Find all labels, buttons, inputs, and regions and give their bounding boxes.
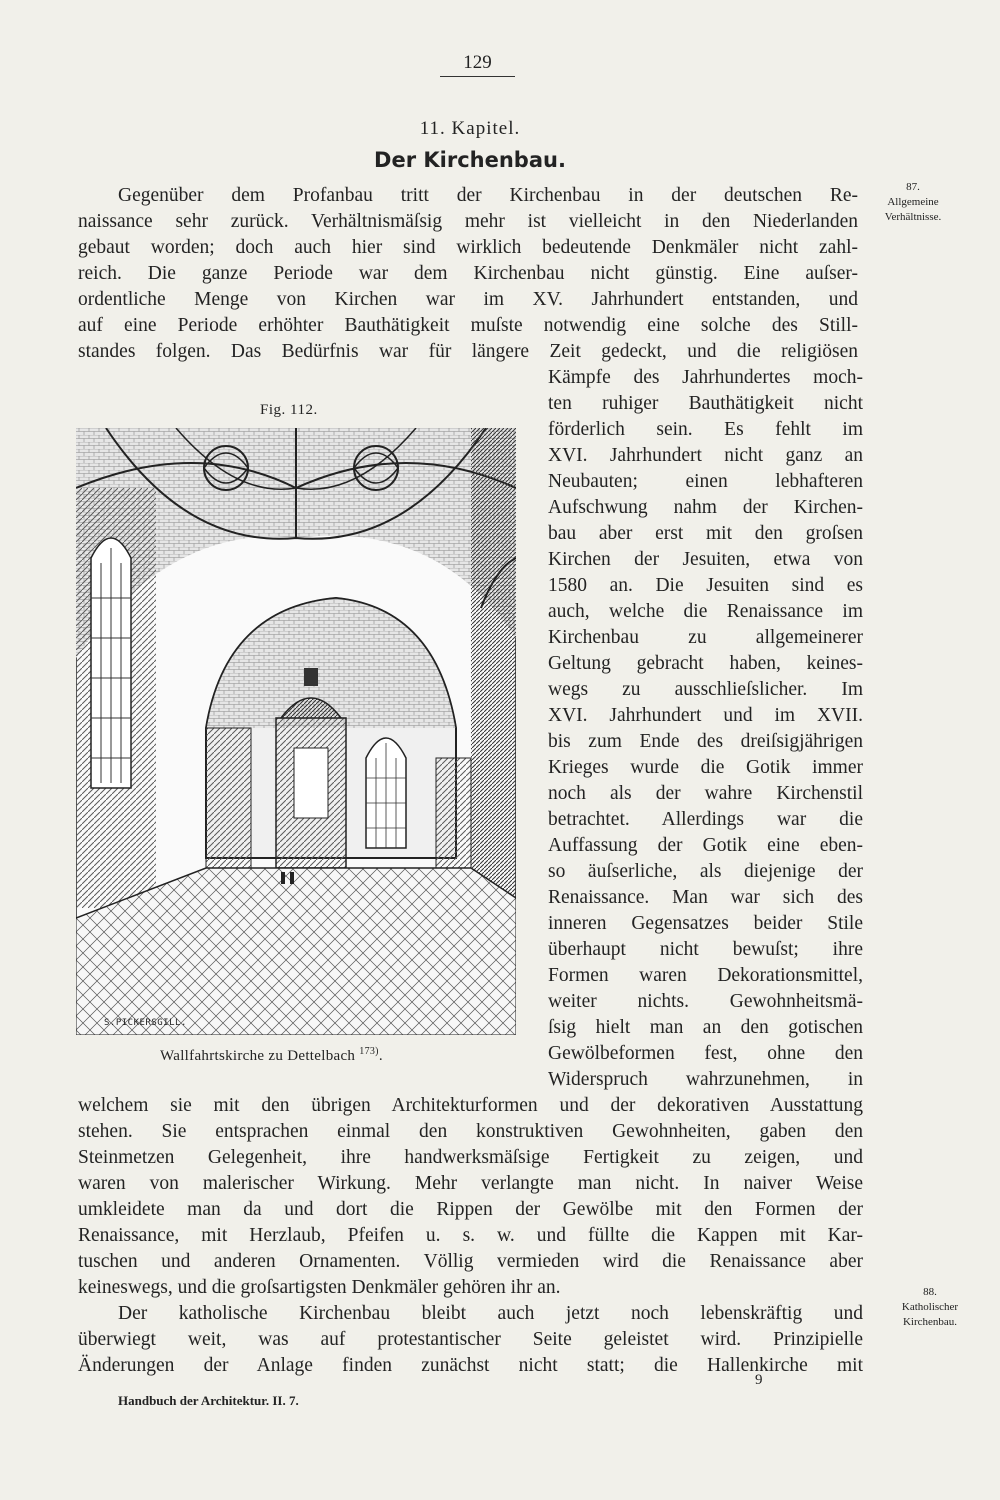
body-line: noch als der wahre Kirchenstil [548, 783, 863, 804]
margin-note-line: Allgemeine [887, 196, 939, 208]
body-line: waren von malerischer Wirkung. Mehr verlangte man nicht. In naiver Weise [78, 1173, 863, 1194]
body-line: ſsig hielt man an den gotischen [548, 1017, 863, 1038]
body-line: keineswegs, und die groſsartigsten Denkmäler gehören ihr an. [78, 1277, 561, 1298]
body-line: Änderungen der Anlage finden zunächst nicht statt; die Hallenkirche mit [78, 1355, 863, 1376]
body-line: tuschen und anderen Ornamenten. Völlig vermieden wird die Renaissance aber [78, 1251, 863, 1272]
body-line: ordentliche Menge von Kirchen war im XV. Jahrhundert entstanden, und [78, 289, 858, 310]
body-line: Gewölbeformen fest, ohne den [548, 1043, 863, 1064]
body-line: Renaissance, mit Herzlaub, Pfeifen u. s. w. und füllte die Kappen mit Kar- [78, 1225, 863, 1246]
margin-note-number: 88. [923, 1286, 937, 1298]
margin-note-line: Katholischer [901, 1301, 959, 1313]
page-number: 129 [440, 52, 515, 77]
body-line: Renaissance. Man war sich des [548, 887, 863, 908]
body-line: Kirchenbau zu allgemeinerer [548, 627, 863, 648]
body-line: umkleidete man da und dort die Rippen der Gewölbe mit den Formen der [78, 1199, 863, 1220]
body-line: weiter nichts. Gewohnheitsmä- [548, 991, 863, 1012]
body-line: 1580 an. Die Jesuiten sind es [548, 575, 863, 596]
body-line: Neubauten; einen lebhafteren [548, 471, 863, 492]
body-line: Auffassung der Gotik eine eben- [548, 835, 863, 856]
margin-note-87 [863, 180, 963, 225]
page-title: Der Kirchenbau. [374, 148, 566, 172]
body-line: Formen waren Dekorationsmittel, [548, 965, 863, 986]
body-line: XVI. Jahrhundert und im XVII. [548, 705, 863, 726]
margin-note-line: Kirchenbau. [902, 1316, 958, 1328]
body-line: überhaupt nicht bewuſst; ihre [548, 939, 863, 960]
body-line: Der katholische Kirchenbau bleibt auch jetzt noch lebenskräftig und [118, 1303, 863, 1324]
body-line: standes folgen. Das Bedürfnis war für längere Zeit gedeckt, und die religiösen [78, 341, 858, 362]
figure-caption-text: Wallfahrtskirche zu Dettelbach [160, 1048, 356, 1064]
body-line: stehen. Sie entsprachen einmal den konstruktiven Gewohnheiten, gaben den [78, 1121, 863, 1142]
body-line: Steinmetzen Gelegenheit, ihre handwerksmäſsige Fertigkeit zu zeigen, und [78, 1147, 863, 1168]
figure-label: Fig. 112. [260, 402, 318, 418]
body-line: bis zum Ende des dreiſsigjährigen [548, 731, 863, 752]
body-line: reich. Die ganze Periode war dem Kirchenbau nicht günstig. Eine auſser- [78, 263, 858, 284]
church-interior-illustration [76, 428, 516, 1035]
body-line: inneren Gegensatzes beider Stile [548, 913, 863, 934]
body-line: überwiegt weit, was auf protestantischer Seite geleistet wird. Prinzipielle [78, 1329, 863, 1350]
body-line: XVI. Jahrhundert nicht ganz an [548, 445, 863, 466]
chapter-heading: 11. Kapitel. [419, 118, 521, 139]
body-line: gebaut worden; doch auch hier sind wirklich bedeutende Denkmäler nicht zahl- [78, 237, 858, 258]
margin-note-88 [880, 1285, 980, 1330]
body-line: bau aber erst mit den groſsen [548, 523, 863, 544]
body-line: förderlich sein. Es fehlt im [548, 419, 863, 440]
body-line: betrachtet. Allerdings war die [548, 809, 863, 830]
body-line: Aufschwung nahm der Kirchen- [548, 497, 863, 518]
body-line: welchem sie mit den übrigen Architekturformen und der dekorativen Ausstattung [78, 1095, 863, 1116]
body-line: so äuſserliche, als diejenige der [548, 861, 863, 882]
body-line: auch, welche die Renaissance im [548, 601, 863, 622]
margin-note-line: Verhältnisse. [884, 211, 942, 223]
body-line: naissance sehr zurück. Verhältnismäſsig mehr ist vielleicht in den Niederlanden [78, 211, 858, 232]
body-line: wegs zu ausschlieſslicher. Im [548, 679, 863, 700]
body-line: Geltung gebracht haben, keines- [548, 653, 863, 674]
body-line: Widerspruch wahrzunehmen, in [548, 1069, 863, 1090]
figure-caption [160, 1046, 460, 1065]
body-line: Kämpfe des Jahrhundertes moch- [548, 367, 863, 388]
body-line: Kirchen der Jesuiten, etwa von [548, 549, 863, 570]
body-line: Krieges wurde die Gotik immer [548, 757, 863, 778]
margin-note-number: 87. [906, 181, 920, 193]
body-line: Gegenüber dem Profanbau tritt der Kirchenbau in der deutschen Re- [118, 185, 858, 206]
caption-end: . [378, 1048, 383, 1064]
body-line: auf eine Periode erhöhter Bauthätigkeit muſste notwendig eine solche des Still- [78, 315, 858, 336]
footnote-reference: 173) [359, 1046, 379, 1057]
signature-mark: 9 [755, 1372, 763, 1388]
artist-signature: S.PICKERSGILL. [104, 1018, 187, 1028]
footer-book-title: Handbuch der Architektur. II. 7. [118, 1393, 299, 1408]
body-line: ten ruhiger Bauthätigkeit nicht [548, 393, 863, 414]
